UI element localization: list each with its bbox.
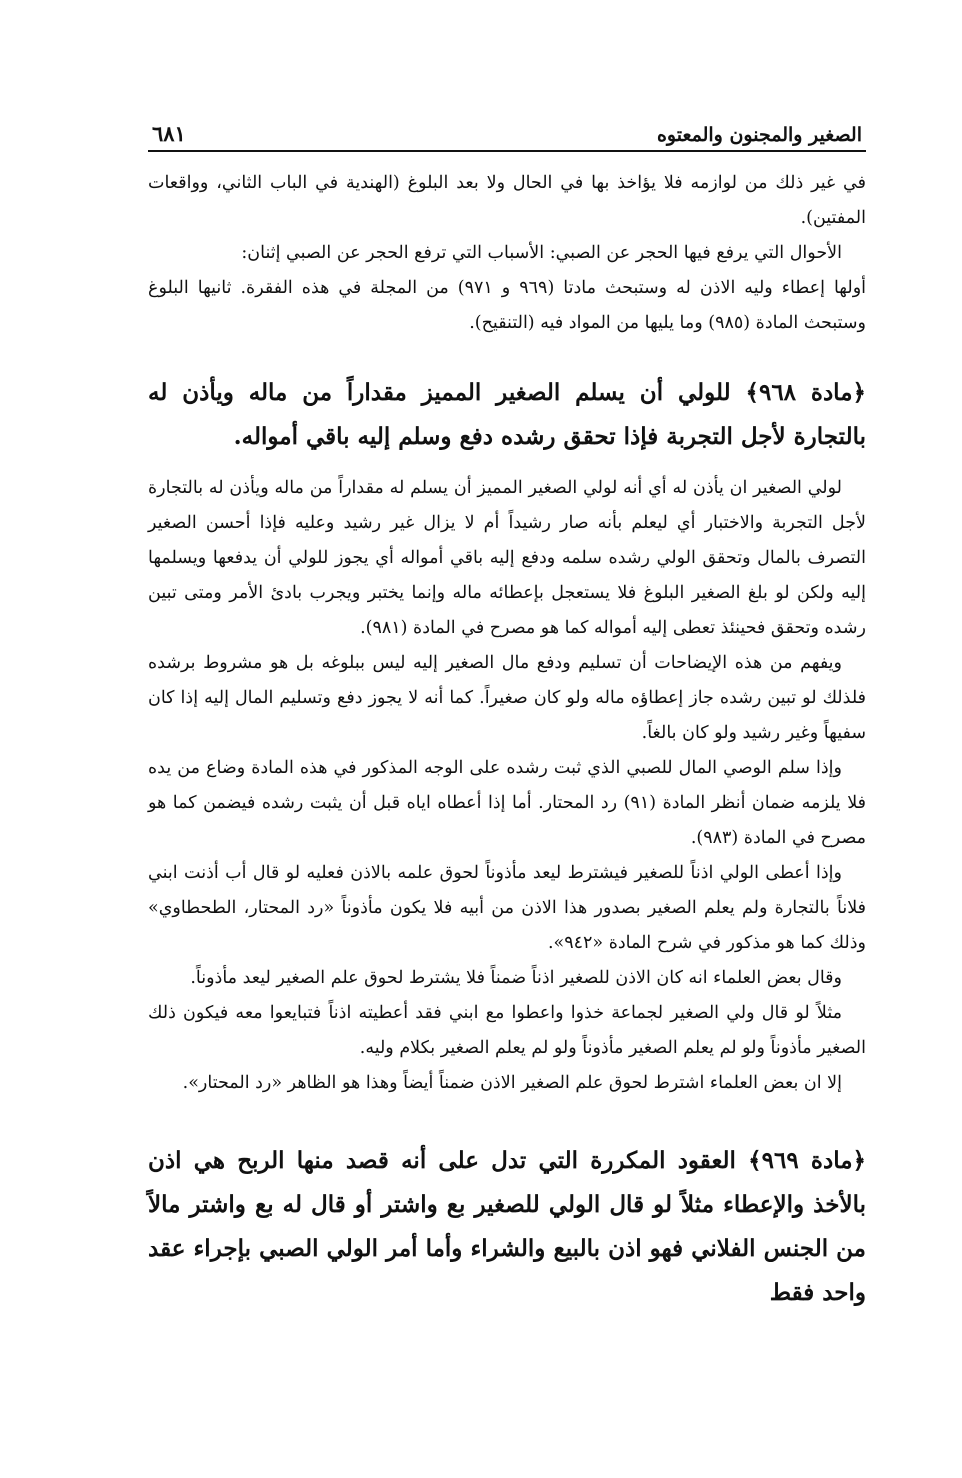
commentary-paragraph: لولي الصغير ان يأذن له أي أنه لولي الصغير المميز أن يسلم له مقداراً من ماله ويأذن له بالتجارة لأجل التجربة والاختبار أي ليعلم بأنه صار رشيداً أم لا يزال غير رشيد وعليه فإذا أحسن الصغير التصرف بالمال وتحقق الولي رشده سلمه ودفع إليه باقي أمواله أي يجوز للولي أن يدفعها ويسلمها إليه ولكن لو بلغ الصغير البلوغ فلا يستعجل بإعطائه ماله وإنما يختبر ويجرب بادئ الأمر ومتى تبين رشده وتحقق فحينئذ تعطى إليه أمواله كما هو مصرح في المادة (٩٨١). (148, 478, 866, 638)
commentary-paragraph: وإذا سلم الوصي المال للصبي الذي ثبت رشده على الوجه المذكور في هذه المادة وضاع من يده فلا يلزمه ضمان أنظر المادة (٩١) رد المحتار. أما إذا أعطاه اياه قبل أن يثبت رشده فيضمن كما هو مصرح في المادة (٩٨٣). (148, 758, 866, 848)
commentary-paragraph: مثلاً لو قال ولي الصغير لجماعة خذوا واعطوا مع ابني فقد أعطيته اذناً فتبايعوا معه فيكون ذلك الصغير مأذوناً ولو لم يعلم الصغير مأذوناً ولو لم يعلم الصغير بكلام وليه. (148, 1003, 866, 1058)
article-969-text: ﴿مادة ٩٦٩﴾ العقود المكررة التي تدل على أنه قصد منها الربح هي اذن بالأخذ والإعطاء مثلاً لو قال الولي للصغير بع واشتر أو قال له بع واشتر مالاً من الجنس الفلاني فهو اذن بالبيع والشراء وأما أمر الولي الصبي بإجراء عقد واحد فقط (148, 1147, 867, 1306)
page-number: ٦٨١ (152, 121, 186, 146)
intro-paragraph: أولها إعطاء وليه الاذن له وستبحث مادتا (٩٦٩ و ٩٧١) من المجلة في هذه الفقرة. ثانيها البلوغ وستبحث المادة (٩٨٥) وما يليها من المواد فيه (التنقيح). (148, 278, 867, 333)
header-title: الصغير والمجنون والمعتوه (656, 124, 862, 146)
intro-paragraph: الأحوال التي يرفع فيها الحجر عن الصبي: الأسباب التي ترفع الحجر عن الصبي إثنان: (241, 243, 842, 263)
document-page (148, 110, 866, 1315)
article-968-text: ﴿مادة ٩٦٨﴾ للولي أن يسلم الصغير المميز مقداراً من ماله ويأذن له بالتجارة لأجل التجربة فإذا تحقق رشده دفع وسلم إليه باقي أمواله. (148, 379, 866, 450)
commentary-paragraph: وقال بعض العلماء انه كان الاذن للصغير اذناً ضمناً فلا يشترط لحوق علم الصغير ليعد مأذوناً. (190, 968, 842, 988)
commentary-paragraph: ويفهم من هذه الإيضاحات أن تسليم ودفع مال الصغير إليه ليس ببلوغه بل هو مشروط برشده فلذلك لو تبين رشده جاز إعطاؤه ماله ولو كان صغيراً. كما أنه لا يجوز دفع وتسليم المال إليه إذا كان سفيهاً وغير رشيد ولو كان بالغاً. (148, 653, 866, 743)
commentary-paragraph: إلا ان بعض العلماء اشترط لحوق علم الصغير الاذن ضمناً أيضاً وهذا هو الظاهر «رد المحتار». (182, 1073, 842, 1093)
commentary-paragraph: وإذا أعطى الولي اذناً للصغير فيشترط ليعد مأذوناً لحوق علمه بالاذن فعليه لو قال أب أذنت ابني فلاناً بالتجارة ولم يعلم الصغير بصدور هذا الاذن من أبيه فلا يكون مأذوناً «رد المحتار، الطحطاوي» وذلك كما هو مذكور في شرح المادة «٩٤٢». (148, 863, 866, 953)
intro-paragraph: في غير ذلك من لوازمه فلا يؤاخذ بها في الحال ولا بعد البلوغ (الهندية في الباب الثاني، وواقعات المفتين). (148, 173, 866, 228)
page-header (148, 110, 866, 152)
